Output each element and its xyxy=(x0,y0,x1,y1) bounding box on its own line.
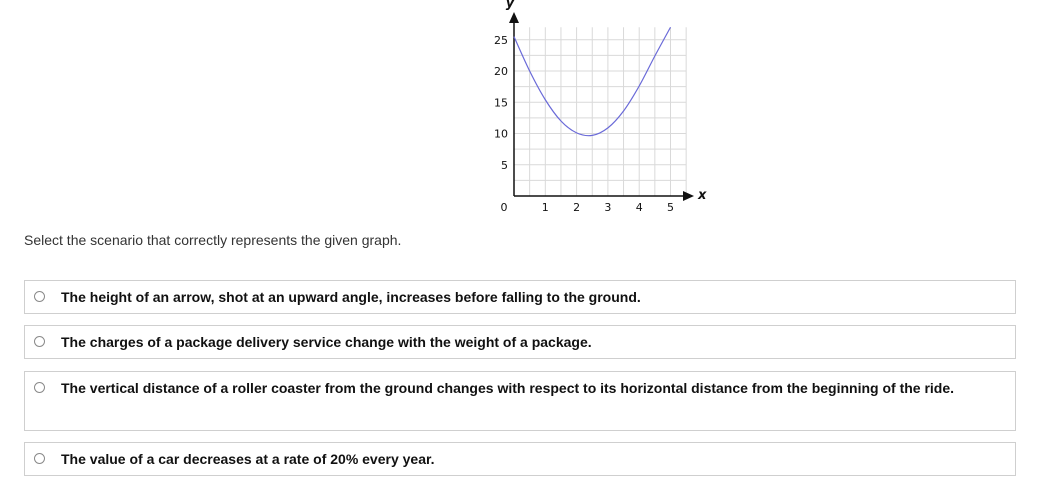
x-axis-label: x xyxy=(698,188,707,203)
question-prompt: Select the scenario that correctly represents the given graph. xyxy=(24,232,402,248)
answer-option-arrow[interactable] xyxy=(24,280,1016,314)
x-tick-label: 1 xyxy=(541,201,549,214)
y-tick-label: 10 xyxy=(494,127,508,141)
x-axis-arrow xyxy=(683,191,694,201)
radio-button[interactable] xyxy=(34,453,45,464)
tick-labels xyxy=(494,34,674,214)
y-axis-arrow xyxy=(509,12,519,23)
x-tick-label: 4 xyxy=(635,201,643,214)
radio-button[interactable] xyxy=(34,336,45,347)
x-tick-label: 5 xyxy=(667,201,674,214)
answer-option-delivery[interactable] xyxy=(24,325,1016,359)
parabola-graph xyxy=(470,0,730,225)
option-label: The vertical distance of a roller coaster from the ground changes with respect to its horizontal distance from the beginning of the ride. xyxy=(61,380,955,396)
option-label: The height of an arrow, shot at an upward angle, increases before falling to the ground. xyxy=(61,289,641,305)
answer-option-car-value[interactable] xyxy=(24,442,1016,476)
y-tick-label: 20 xyxy=(494,65,508,78)
radio-button[interactable] xyxy=(34,382,45,393)
y-tick-label: 5 xyxy=(501,158,508,172)
answer-option-roller-coaster[interactable] xyxy=(24,371,1016,431)
axes xyxy=(501,0,708,214)
x-tick-label: 3 xyxy=(604,201,612,214)
option-label: The charges of a package delivery service change with the weight of a package. xyxy=(61,334,592,350)
y-tick-label: 15 xyxy=(494,96,508,110)
radio-button[interactable] xyxy=(34,291,45,302)
y-axis-label: y xyxy=(505,0,515,11)
origin-label: 0 xyxy=(500,201,508,214)
grid-lines xyxy=(514,27,686,196)
y-tick-label: 25 xyxy=(494,33,508,47)
x-tick-label: 2 xyxy=(573,201,581,214)
option-label: The value of a car decreases at a rate of 20% every year. xyxy=(61,451,435,467)
